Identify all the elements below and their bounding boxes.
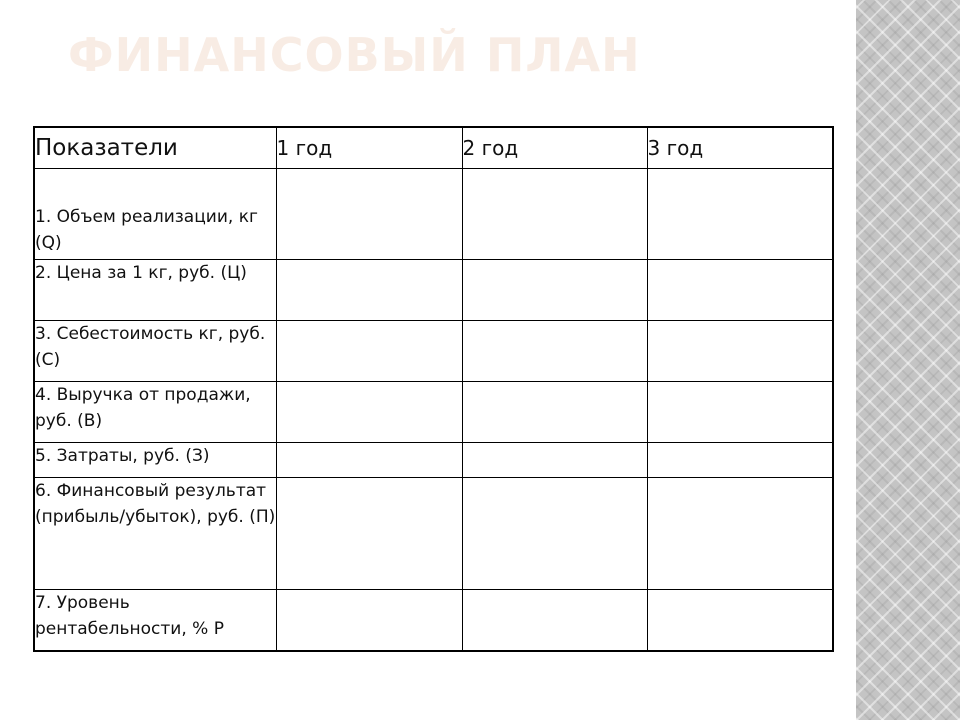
- table-cell: [462, 321, 647, 382]
- table-cell: [276, 590, 462, 651]
- table-cell: [647, 260, 833, 321]
- table-row: [34, 382, 833, 443]
- table-cell: [647, 321, 833, 382]
- table-cell: [647, 478, 833, 590]
- table-header-row: [34, 127, 833, 169]
- table-cell: [462, 478, 647, 590]
- column-header-year-3: 3 год: [647, 127, 833, 169]
- table-cell: [462, 382, 647, 443]
- table-row: [34, 478, 833, 590]
- table-cell: [462, 443, 647, 478]
- row-label-profitability: 7. Уровень рентабельности, % Р: [34, 590, 276, 651]
- table-cell: [276, 260, 462, 321]
- table-cell: [462, 260, 647, 321]
- row-label-cost: 3. Себестоимость кг, руб. (С): [34, 321, 276, 382]
- table-cell: [647, 443, 833, 478]
- financial-plan-table: [33, 126, 834, 652]
- table-row: [34, 590, 833, 651]
- column-header-year-1: 1 год: [276, 127, 462, 169]
- row-label-price: 2. Цена за 1 кг, руб. (Ц): [34, 260, 276, 321]
- decorative-side-pattern: [856, 0, 960, 720]
- table-cell: [276, 321, 462, 382]
- table-row: [34, 443, 833, 478]
- row-label-sales-volume: 1. Объем реализации, кг (Q): [34, 169, 276, 260]
- table-row: [34, 260, 833, 321]
- table-row: [34, 169, 833, 260]
- table-cell: [276, 382, 462, 443]
- table-cell: [647, 590, 833, 651]
- table-cell: [462, 590, 647, 651]
- table-cell: [462, 169, 647, 260]
- row-label-financial-result: 6. Финансовый результат (прибыль/убыток), руб. (П): [34, 478, 276, 590]
- row-label-revenue: 4. Выручка от продажи, руб. (В): [34, 382, 276, 443]
- table-cell: [276, 478, 462, 590]
- table-cell: [647, 169, 833, 260]
- table-cell: [276, 169, 462, 260]
- table-row: [34, 321, 833, 382]
- slide-title: ФИНАНСОВЫЙ ПЛАН: [68, 28, 641, 82]
- row-label-expenses: 5. Затраты, руб. (З): [34, 443, 276, 478]
- table-cell: [276, 443, 462, 478]
- column-header-indicators: Показатели: [34, 127, 276, 169]
- table-cell: [647, 382, 833, 443]
- column-header-year-2: 2 год: [462, 127, 647, 169]
